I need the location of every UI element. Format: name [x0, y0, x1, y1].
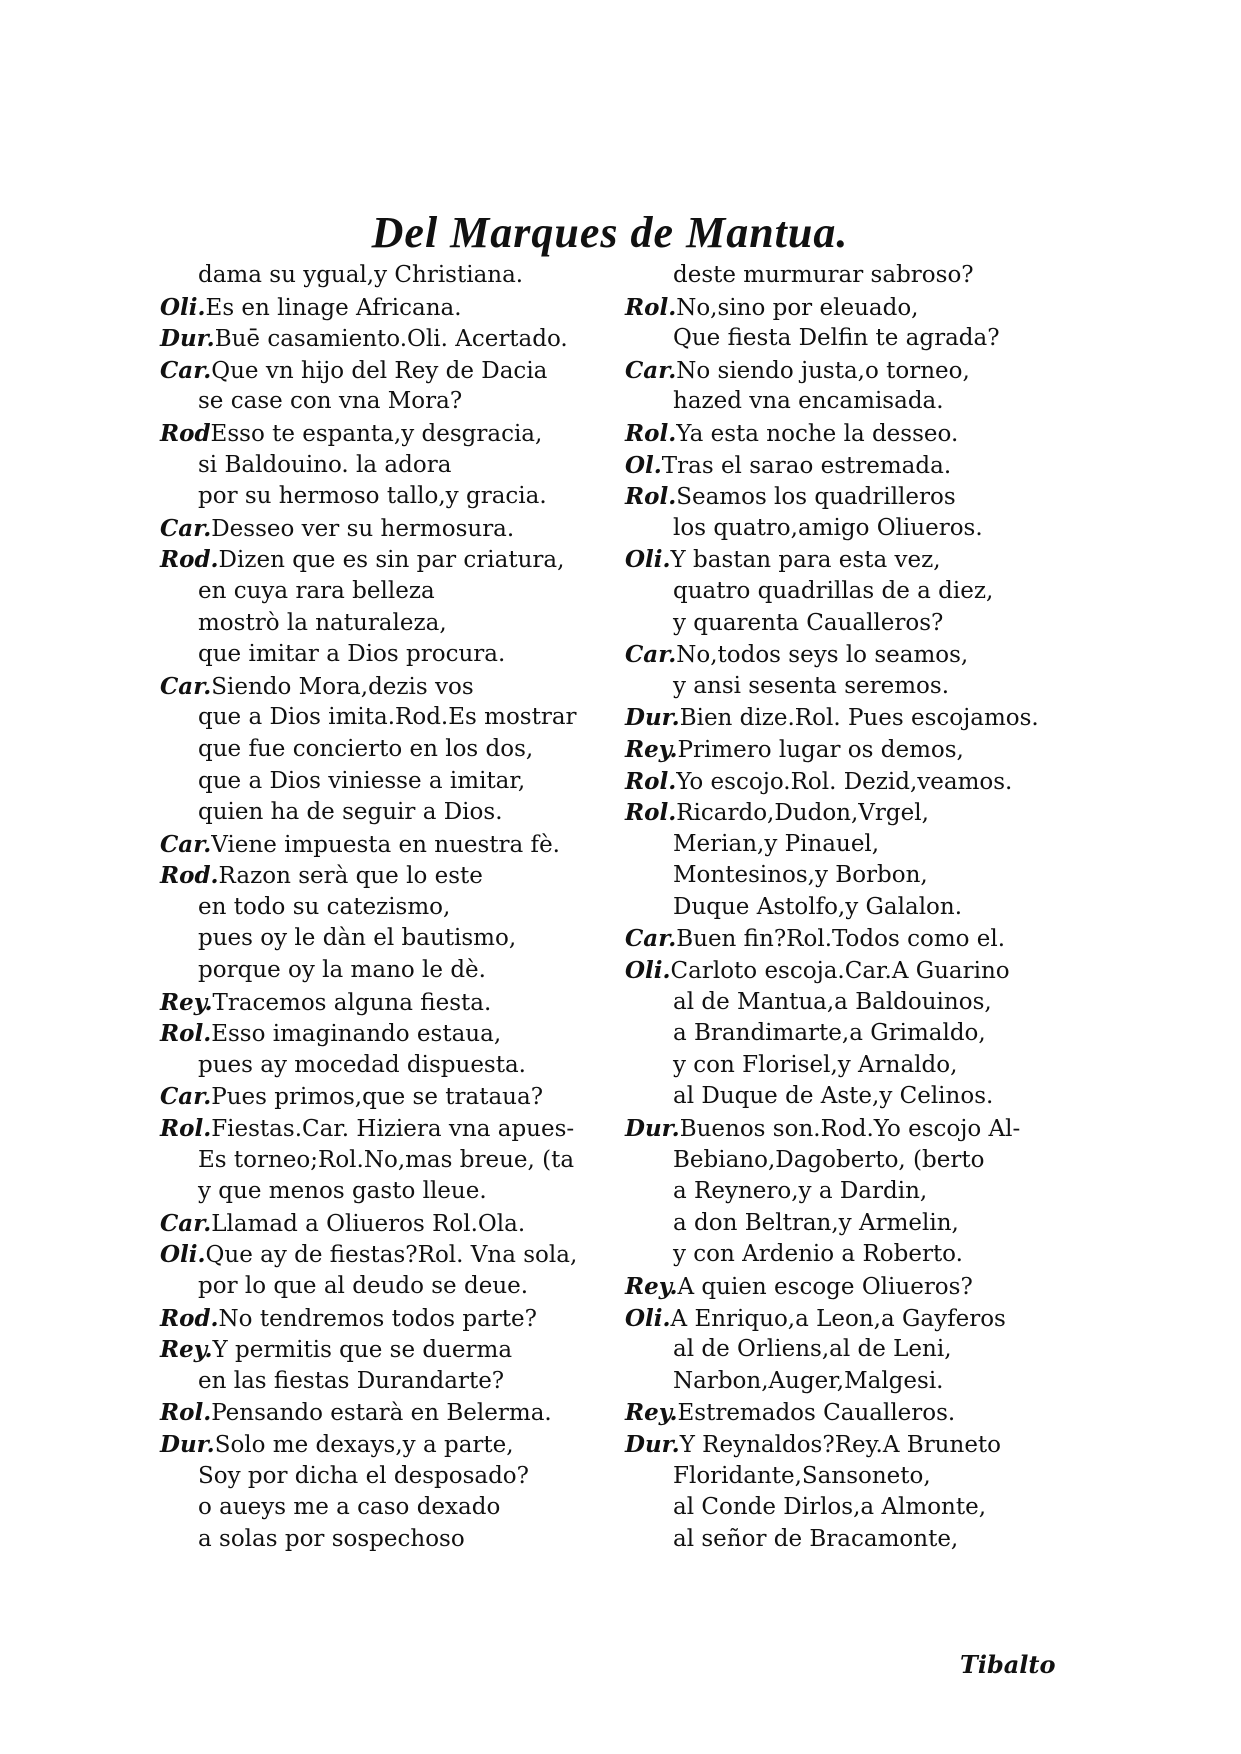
verse-text: Es en linage Africana.: [205, 294, 462, 321]
verse-line: [160, 1366, 620, 1398]
verse-text: al de Orliens,al de Leni,: [673, 1336, 952, 1363]
verse-line: [160, 860, 620, 892]
verse-text: deste murmurar sabroso?: [673, 262, 974, 288]
verse-line: [625, 671, 1055, 703]
speaker-label: Car.: [160, 1209, 212, 1237]
verse-text: los quatro,amigo Oliueros.: [673, 514, 983, 541]
speaker-label: Rod.: [160, 1304, 219, 1332]
verse-text: a don Beltran,y Armelin,: [673, 1209, 959, 1236]
verse-text: por su hermoso tallo,y gracia.: [198, 483, 547, 510]
verse-line: [625, 1303, 1055, 1335]
verse-text: por lo que al deudo se deue.: [198, 1273, 529, 1299]
verse-text: o aueys me a caso dexado: [198, 1494, 501, 1521]
speaker-label: Rol.: [625, 767, 677, 795]
speaker-label: Rod: [160, 419, 211, 447]
speaker-label: Dur.: [160, 1430, 215, 1458]
verse-line: [625, 1429, 1055, 1461]
verse-line: [625, 1334, 1055, 1366]
speaker-label: Ol.: [625, 451, 662, 479]
verse-text: Ricardo,Dudon,Vrgel,: [676, 800, 929, 827]
verse-text: Y Reynaldos?Rey.A Bruneto: [679, 1431, 1002, 1458]
verse-line: [625, 1271, 1055, 1303]
verse-line: [625, 1113, 1055, 1145]
verse-line: [160, 450, 620, 482]
verse-line: [160, 544, 620, 576]
speaker-label: Car.: [160, 514, 212, 542]
speaker-label: Car.: [160, 830, 212, 858]
verse-line: [625, 1492, 1055, 1524]
speaker-label: Car.: [625, 925, 677, 953]
verse-text: Yo escojo.Rol. Dezid,veamos.: [676, 768, 1013, 795]
verse-text: y ansi sesenta seremos.: [673, 672, 949, 699]
verse-text: al Conde Dirlos,a Almonte,: [673, 1494, 987, 1521]
verse-text: Duque Astolfo,y Galalon.: [673, 893, 963, 920]
verse-line: [160, 766, 620, 798]
speaker-label: Rol.: [625, 483, 677, 511]
verse-line: [160, 955, 620, 987]
verse-line: [160, 481, 620, 513]
verse-text: Pues primos,que se trataua?: [211, 1084, 544, 1111]
speaker-label: Rey.: [160, 988, 213, 1016]
speaker-label: Rol.: [160, 1115, 212, 1143]
verse-line: [625, 450, 1055, 482]
verse-line: [625, 323, 1055, 355]
verse-line: [625, 1366, 1055, 1398]
verse-line: [160, 892, 620, 924]
speaker-label: Rey.: [160, 1336, 213, 1364]
speaker-label: Car.: [160, 356, 212, 384]
verse-line: [160, 923, 620, 955]
verse-text: pues ay mocedad dispuesta.: [198, 1051, 526, 1078]
verse-line: [625, 766, 1055, 798]
verse-text: Razon serà que lo este: [218, 863, 483, 890]
verse-line: [160, 1524, 620, 1556]
verse-line: [625, 892, 1055, 924]
verse-text: al señor de Bracamonte,: [673, 1525, 959, 1552]
verse-text: en todo su catezismo,: [198, 893, 451, 920]
verse-line: [625, 576, 1055, 608]
verse-line: [160, 1461, 620, 1493]
verse-text: y quarenta Caualleros?: [673, 609, 944, 636]
verse-text: Esso imaginando estaua,: [211, 1021, 502, 1048]
verse-text: mostrò la naturaleza,: [198, 609, 447, 636]
speaker-label: Rod.: [160, 862, 219, 890]
verse-line: [625, 1018, 1055, 1050]
verse-line: [160, 639, 620, 671]
verse-text: si Baldouino. la adora: [198, 451, 452, 478]
verse-text: a solas por sospechoso: [198, 1525, 465, 1552]
verse-text: Fiestas.Car. Hiziera vna apues-: [211, 1116, 575, 1143]
verse-text: Bien dize.Rol. Pues escojamos.: [679, 705, 1039, 732]
verse-line: [160, 702, 620, 734]
verse-line: [160, 1176, 620, 1208]
speaker-label: Rol.: [625, 419, 677, 447]
verse-text: Estremados Caualleros.: [677, 1400, 956, 1427]
verse-text: Llamad a Oliueros Rol.Ola.: [211, 1210, 526, 1237]
verse-line: [160, 513, 620, 545]
verse-text: Dizen que es sin par criatura,: [218, 547, 565, 574]
verse-line: [625, 1145, 1055, 1177]
verse-line: [625, 955, 1055, 987]
speaker-label: Rey.: [625, 1399, 678, 1427]
verse-text: que a Dios imita.Rod.Es mostrar: [198, 704, 577, 731]
left-column: [160, 260, 620, 1555]
verse-text: Siendo Mora,dezis vos: [211, 673, 474, 700]
verse-text: dama su ygual,y Christiana.: [198, 262, 524, 288]
verse-line: [160, 292, 620, 324]
verse-line: [625, 639, 1055, 671]
verse-line: [160, 1303, 620, 1335]
verse-line: [625, 608, 1055, 640]
verse-line: [160, 1239, 620, 1271]
verse-line: [160, 1397, 620, 1429]
verse-line: [625, 923, 1055, 955]
verse-line: [625, 734, 1055, 766]
verse-text: Desseo ver su hermosura.: [211, 515, 515, 542]
catchword: Tibalto: [960, 1650, 1056, 1679]
verse-line: [160, 1334, 620, 1366]
verse-line: [160, 1081, 620, 1113]
verse-line: [160, 671, 620, 703]
verse-text: Esso te espanta,y desgracia,: [210, 420, 543, 447]
verse-line: [160, 386, 620, 418]
verse-line: [625, 1050, 1055, 1082]
speaker-label: Oli.: [160, 1241, 206, 1269]
verse-line: [160, 1208, 620, 1240]
speaker-label: Rol.: [625, 293, 677, 321]
speaker-label: Rol.: [160, 1020, 212, 1048]
verse-text: en cuya rara belleza: [198, 577, 435, 604]
verse-text: se case con vna Mora?: [198, 388, 463, 415]
verse-line: [625, 1239, 1055, 1271]
verse-text: Bebiano,Dagoberto, (berto: [673, 1146, 985, 1173]
verse-line: [625, 1081, 1055, 1113]
verse-line: [160, 1429, 620, 1461]
verse-text: Pensando estarà en Belerma.: [211, 1400, 552, 1427]
verse-text: Buen fin?Rol.Todos como el.: [676, 926, 1006, 953]
verse-text: Primero lugar os demos,: [677, 736, 964, 763]
verse-text: Tracemos alguna fiesta.: [212, 989, 492, 1016]
verse-line: [160, 797, 620, 829]
verse-text: a Brandimarte,a Grimaldo,: [673, 1020, 986, 1047]
verse-line: [625, 797, 1055, 829]
verse-line: [625, 260, 1055, 292]
verse-line: [160, 1050, 620, 1082]
verse-text: quatro quadrillas de a diez,: [673, 577, 994, 604]
speaker-label: Oli.: [625, 1304, 671, 1332]
verse-text: y con Ardenio a Roberto.: [673, 1241, 963, 1268]
verse-line: [160, 1145, 620, 1177]
verse-line: [625, 292, 1055, 324]
verse-line: [625, 355, 1055, 387]
verse-text: No,todos seys lo seamos,: [676, 642, 969, 669]
verse-line: [625, 1208, 1055, 1240]
verse-text: Floridante,Sansoneto,: [673, 1462, 931, 1489]
verse-text: Merian,y Pinauel,: [673, 830, 880, 857]
verse-line: [160, 1492, 620, 1524]
verse-line: [625, 987, 1055, 1019]
verse-text: Tras el sarao estremada.: [661, 452, 952, 479]
right-column: [625, 260, 1055, 1555]
verse-text: que fue concierto en los dos,: [198, 735, 534, 762]
verse-text: porque oy la mano le dè.: [198, 957, 486, 984]
verse-line: [625, 1461, 1055, 1493]
speaker-label: Car.: [160, 672, 212, 700]
verse-text: A Enriquo,a Leon,a Gayferos: [670, 1305, 1006, 1332]
verse-text: Ya esta noche la desseo.: [676, 420, 959, 447]
verse-line: [160, 829, 620, 861]
verse-text: y con Florisel,y Arnaldo,: [673, 1051, 958, 1078]
verse-line: [625, 386, 1055, 418]
verse-line: [160, 1113, 620, 1145]
speaker-label: Oli.: [625, 957, 671, 985]
verse-text: Que ay de fiestas?Rol. Vna sola,: [205, 1242, 578, 1269]
verse-text: en las fiestas Durandarte?: [198, 1367, 505, 1394]
verse-line: [160, 1271, 620, 1303]
speaker-label: Rey.: [625, 1273, 678, 1300]
verse-line: [625, 544, 1055, 576]
verse-line: [160, 1018, 620, 1050]
verse-text: No,sino por eleuado,: [676, 294, 919, 321]
verse-line: [160, 418, 620, 450]
verse-text: Seamos los quadrilleros: [676, 484, 956, 511]
verse-line: [160, 355, 620, 387]
verse-line: [160, 576, 620, 608]
verse-text: Carloto escoja.Car.A Guarino: [670, 958, 1010, 985]
verse-text: Viene impuesta en nuestra fè.: [211, 831, 560, 858]
verse-text: Buenos son.Rod.Yo escojo Al-: [679, 1116, 1021, 1143]
verse-text: a Reynero,y a Dardin,: [673, 1178, 928, 1205]
verse-line: [625, 513, 1055, 545]
speaker-label: Oli.: [160, 293, 206, 321]
verse-text: y que menos gasto lleue.: [198, 1178, 487, 1205]
verse-text: Soy por dicha el desposado?: [198, 1462, 529, 1489]
verse-line: [160, 734, 620, 766]
verse-text: No siendo justa,o torneo,: [676, 357, 970, 384]
verse-line: [625, 1524, 1055, 1556]
verse-line: [625, 702, 1055, 734]
running-head: Del Marques de Mantua.: [371, 208, 849, 257]
verse-text: al de Mantua,a Baldouinos,: [673, 988, 992, 1015]
speaker-label: Car.: [625, 641, 677, 669]
verse-text: que a Dios viniesse a imitar,: [198, 767, 526, 794]
verse-text: No tendremos todos parte?: [218, 1305, 537, 1332]
verse-text: Que vn hijo del Rey de Dacia: [211, 357, 548, 384]
speaker-label: Car.: [160, 1083, 212, 1111]
verse-text: Buē casamiento.Oli. Acertado.: [214, 326, 568, 353]
speaker-label: Oli.: [625, 546, 671, 574]
verse-text: que imitar a Dios procura.: [198, 641, 506, 668]
verse-text: Y permitis que se duerma: [212, 1337, 513, 1364]
verse-line: [625, 1397, 1055, 1429]
verse-text: Narbon,Auger,Malgesi.: [673, 1367, 944, 1394]
verse-line: [160, 608, 620, 640]
verse-text: Y bastan para esta vez,: [670, 547, 941, 574]
speaker-label: Rol.: [625, 799, 677, 827]
verse-line: [160, 987, 620, 1019]
speaker-label: Dur.: [625, 1430, 680, 1458]
speaker-label: Rol.: [160, 1399, 212, 1427]
verse-line: [625, 418, 1055, 450]
speaker-label: Rod.: [160, 546, 219, 574]
speaker-label: Dur.: [625, 1115, 680, 1143]
verse-text: quien ha de seguir a Dios.: [198, 799, 503, 826]
verse-line: [160, 260, 620, 292]
verse-text: hazed vna encamisada.: [673, 388, 944, 415]
verse-line: [625, 1176, 1055, 1208]
verse-line: [625, 481, 1055, 513]
verse-text: Que fiesta Delfin te agrada?: [673, 325, 1000, 352]
speaker-label: Dur.: [160, 325, 215, 353]
verse-text: A quien escoge Oliueros?: [677, 1274, 973, 1300]
speaker-label: Car.: [625, 356, 677, 384]
speaker-label: Dur.: [625, 704, 680, 732]
verse-text: al Duque de Aste,y Celinos.: [673, 1083, 994, 1110]
verse-line: [625, 829, 1055, 861]
verse-text: Es torneo;Rol.No,mas breue, (ta: [198, 1146, 575, 1173]
verse-text: Montesinos,y Borbon,: [673, 862, 928, 889]
verse-line: [160, 323, 620, 355]
speaker-label: Rey.: [625, 735, 678, 763]
verse-text: Solo me dexays,y a parte,: [214, 1431, 514, 1458]
verse-line: [625, 860, 1055, 892]
verse-text: pues oy le dàn el bautismo,: [198, 925, 517, 952]
